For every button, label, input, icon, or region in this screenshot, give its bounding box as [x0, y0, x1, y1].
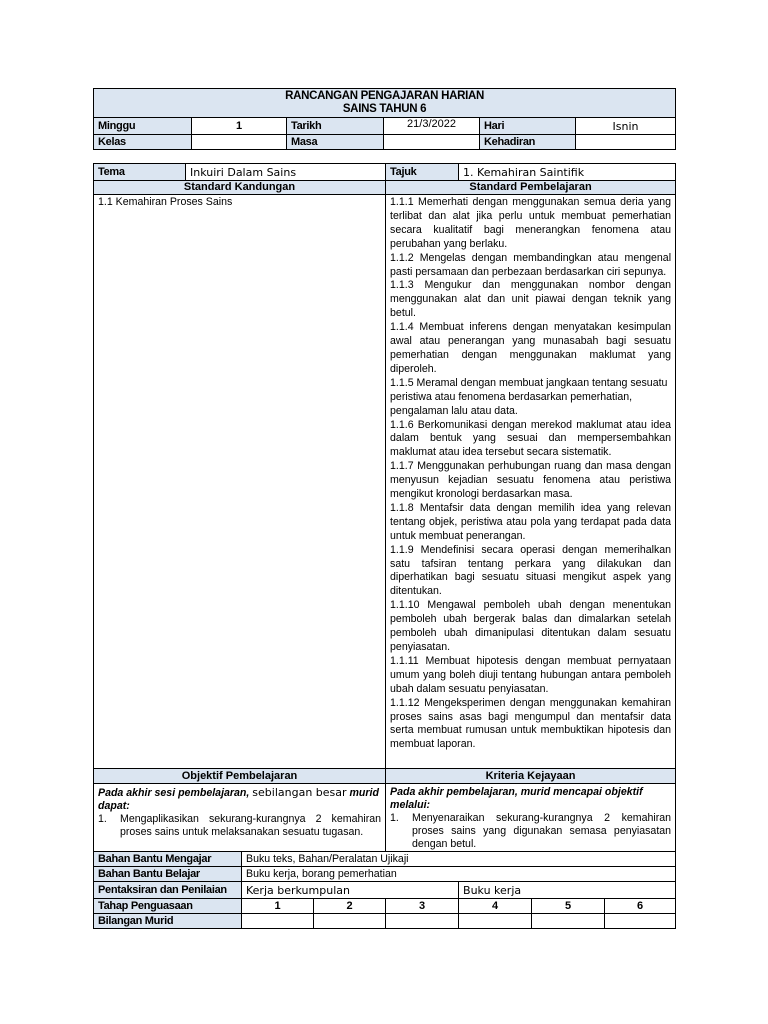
- bilangan-cell-2: [314, 914, 386, 929]
- objektif-intro-b: sebilangan besar: [252, 786, 347, 799]
- bilangan-cell-3: [386, 914, 459, 929]
- bilangan-cell-6: [605, 914, 676, 929]
- bilangan-cell-1: [242, 914, 314, 929]
- tahap-level-3: 3: [386, 899, 459, 914]
- kriteria-item-number: 1.: [390, 812, 399, 824]
- kelas-label: Kelas: [94, 135, 192, 150]
- minggu-value: 1: [192, 118, 287, 135]
- objektif-item: Mengaplikasikan sekurang-kurangnya 2 kemahiran proses sains untuk melaksanakan sesuatu tugasan.: [120, 813, 382, 838]
- bbm-value: Buku teks, Bahan/Peralatan Ujikaji: [242, 852, 676, 867]
- standard-pembelajaran-header: Standard Pembelajaran: [386, 181, 676, 195]
- tahap-level-6: 6: [605, 899, 676, 914]
- minggu-label: Minggu: [94, 118, 192, 135]
- standard-kandungan-header: Standard Kandungan: [94, 181, 386, 195]
- tarikh-value: 21/3/2022: [384, 118, 480, 135]
- kriteria-item: Menyenaraikan sekurang-kurangnya 2 kemahiran proses sains yang digunakan semasa penyiasatan dengan betul.: [412, 812, 672, 850]
- sp-item: peristiwa atau fenomena berdasarkan pemerhatian, pengalaman lalu atau data.: [390, 390, 633, 417]
- standard-kandungan-value: 1.1 Kemahiran Proses Sains: [98, 196, 233, 208]
- tajuk-label: Tajuk: [386, 164, 459, 181]
- kehadiran-value: [576, 135, 676, 150]
- bilangan-cell-5: [532, 914, 605, 929]
- bilangan-cell-4: [459, 914, 532, 929]
- sp-item: 1.1.2 Mengelas dengan membandingkan atau mengenal pasti persamaan dan perbezaan berdasarkan ciri sepunya.: [390, 251, 672, 278]
- objektif-cell: [94, 784, 386, 852]
- standard-kandungan-cell: [94, 195, 386, 769]
- masa-label: Masa: [287, 135, 384, 150]
- title-line-1: RANCANGAN PENGAJARAN HARIAN: [285, 90, 484, 102]
- objektif-intro-c: murid dapat:: [98, 787, 379, 812]
- sp-item: 1.1.11 Membuat hipotesis dengan membuat pernyataan umum yang boleh diuji tentang hubungan antara pemboleh ubah dalam sesuatu penyiasatan.: [390, 654, 672, 695]
- hari-label: Hari: [480, 118, 576, 135]
- tahap-label: Tahap Penguasaan: [94, 899, 242, 914]
- masa-value: [384, 135, 480, 150]
- header-table: [93, 88, 676, 150]
- tahap-level-5: 5: [532, 899, 605, 914]
- tarikh-label: Tarikh: [287, 118, 384, 135]
- objektif-header: Objektif Pembelajaran: [94, 769, 386, 784]
- sp-item: 1.1.1 Memerhati dengan menggunakan semua deria yang terlibat dan alat jika perlu untuk membuat pemerhatian secara kualitatif bagi menerangkan fenomena atau perubahan yang berlaku.: [390, 196, 672, 250]
- sp-item: 1.1.6 Berkomunikasi dengan merekod maklumat atau idea dalam bentuk yang sesuai dan mempersembahkan maklumat atau idea tersebut secara sistematik.: [390, 418, 672, 459]
- sp-item: 1.1.5 Meramal dengan membuat jangkaan tentang sesuatu: [390, 376, 668, 389]
- tajuk-value: 1. Kemahiran Saintifik: [459, 164, 676, 181]
- sp-item: 1.1.8 Mentafsir data dengan memilih idea yang relevan tentang objek, peristiwa atau pola yang terdapat pada data untuk membuat penerangan.: [390, 501, 672, 542]
- pentaksiran-value-1: Kerja berkumpulan: [242, 882, 459, 899]
- sp-item: 1.1.4 Membuat inferens dengan menyatakan kesimpulan awal atau penerangan yang munasabah bagi sesuatu pemerhatian dengan menggunakan maklumat yang diperoleh.: [390, 321, 672, 375]
- kriteria-intro: Pada akhir pembelajaran, murid mencapai objektif melalui:: [390, 786, 643, 811]
- sp-item: 1.1.12 Mengeksperimen dengan menggunakan kemahiran proses sains asas bagi mengumpul dan mentafsir data serta membuat rumusan untuk membuktikan hipotesis dan membuat laporan.: [390, 696, 672, 751]
- title-line-2: SAINS TAHUN 6: [342, 103, 427, 115]
- objektif-item-number: 1.: [98, 813, 107, 825]
- sp-item: 1.1.7 Menggunakan perhubungan ruang dan masa dengan menyusun kejadian sesuatu fenomena atau peristiwa mengikut kronologi berdasarkan masa.: [390, 460, 672, 501]
- sp-item: 1.1.9 Mendefinisi secara operasi dengan memerihalkan satu tafsiran tentang perkara yang dilakukan dan diperhatikan bagi sesuatu situasi mengikut aspek yang ditentukan.: [390, 543, 672, 598]
- tahap-level-2: 2: [314, 899, 386, 914]
- kehadiran-label: Kehadiran: [480, 135, 576, 150]
- tahap-level-4: 4: [459, 899, 532, 914]
- kelas-value: [192, 135, 287, 150]
- page-title: [94, 89, 676, 118]
- sp-item: 1.1.10 Mengawal pemboleh ubah dengan menentukan pemboleh ubah bergerak balas dan dimalarkan setelah pemboleh ubah dimanipulasi ditentukan dalam sesuatu penyiasatan.: [390, 599, 672, 653]
- kriteria-cell: [386, 784, 676, 852]
- bbm-label: Bahan Bantu Mengajar: [94, 852, 242, 867]
- tahap-level-1: 1: [242, 899, 314, 914]
- bbb-label: Bahan Bantu Belajar: [94, 867, 242, 882]
- sp-item: 1.1.3 Mengukur dan menggunakan nombor dengan menggunakan alat dan unit piawai dengan teknik yang betul.: [390, 279, 672, 320]
- kriteria-header: Kriteria Kejayaan: [386, 769, 676, 784]
- hari-value: Isnin: [576, 118, 676, 135]
- standard-pembelajaran-cell: [386, 195, 676, 769]
- pentaksiran-value-2: Buku kerja: [459, 882, 676, 899]
- tema-value: Inkuiri Dalam Sains: [186, 164, 386, 181]
- objektif-intro-a: Pada akhir sesi pembelajaran,: [98, 787, 250, 799]
- bbb-value: Buku kerja, borang pemerhatian: [242, 867, 676, 882]
- tema-label: Tema: [94, 164, 186, 181]
- pentaksiran-label: Pentaksiran dan Penilaian: [94, 882, 242, 899]
- lesson-table: [93, 163, 676, 929]
- bilangan-label: Bilangan Murid: [94, 914, 242, 929]
